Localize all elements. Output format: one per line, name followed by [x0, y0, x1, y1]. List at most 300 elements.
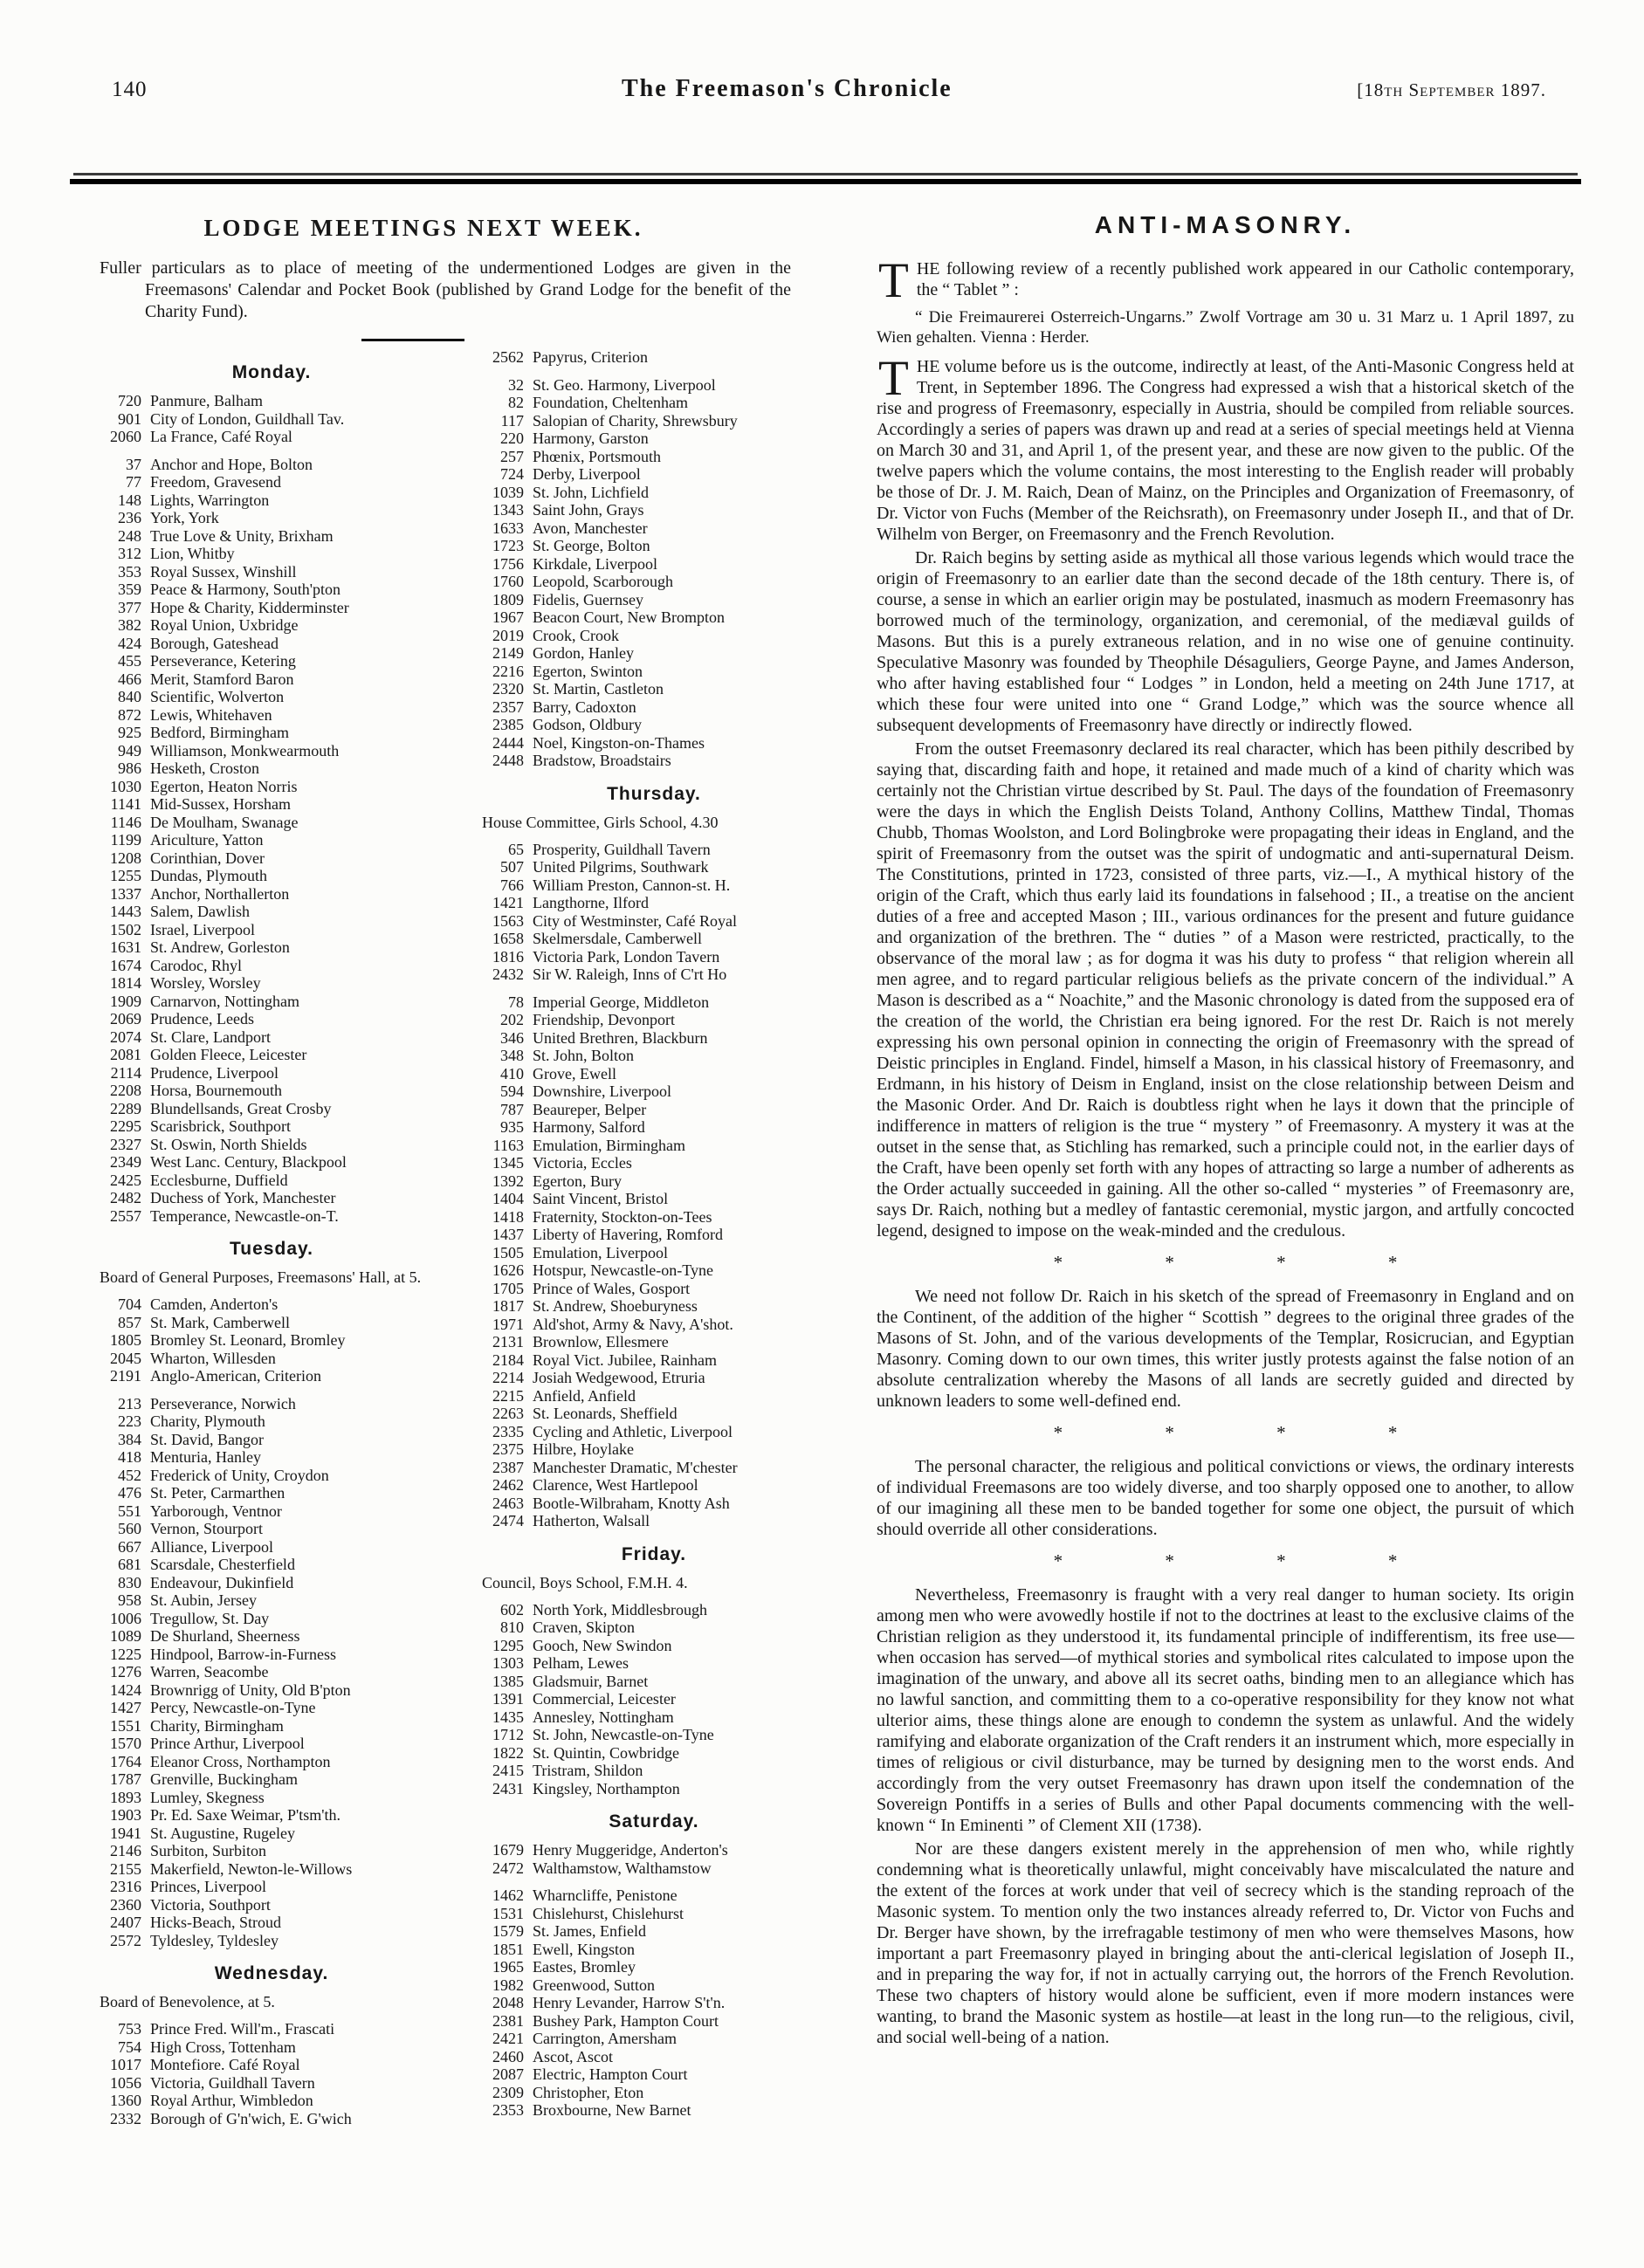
lodge-entry: [100, 1806, 470, 1825]
lodge-name: Prince Arthur, Liverpool: [150, 1735, 305, 1752]
lodge-name: Avon, Manchester: [533, 519, 648, 537]
lodge-entry: [482, 2101, 852, 2120]
lodge-number: 2474: [492, 1512, 524, 1529]
lodge-number: 82: [508, 394, 524, 411]
lodge-number: 1424: [110, 1680, 141, 1699]
lodge-number: 2155: [110, 1859, 141, 1878]
lodge-entry: [100, 1467, 470, 1485]
lodge-number: 2562: [492, 348, 524, 366]
lodge-name: Walthamstow, Walthamstow: [533, 1859, 712, 1877]
lodge-entry: [482, 680, 852, 698]
lodge-group: [482, 993, 852, 1530]
stars-separator: * * * *: [1053, 1422, 1398, 1443]
lodge-number: 424: [118, 634, 141, 652]
lodge-name: Electric, Hampton Court: [533, 2065, 688, 2083]
lodge-entry: [482, 1172, 852, 1191]
lodge-entry: [100, 1172, 470, 1190]
lodge-entry: [482, 1154, 852, 1172]
lodge-name: Sir W. Raleigh, Inns of C'rt Ho: [533, 966, 727, 983]
lodge-entry: [482, 1887, 852, 1905]
lodge-name: De Moulham, Swanage: [150, 813, 299, 831]
lodge-name: Mid-Sussex, Horsham: [150, 795, 291, 813]
lodge-number: 1679: [492, 1841, 524, 1859]
lodge-entry: [100, 759, 470, 778]
lodge-name: Foundation, Cheltenham: [533, 394, 688, 411]
lodge-entry: [482, 376, 852, 395]
lodge-name: Beaureper, Belper: [533, 1100, 647, 1118]
lodge-entry: [482, 1726, 852, 1744]
lodge-number: 2375: [492, 1440, 524, 1458]
lodge-number: 1006: [110, 1609, 141, 1627]
lodge-number: 1385: [492, 1672, 524, 1690]
lodge-number: 2415: [492, 1762, 524, 1779]
lodge-name: York, York: [150, 509, 219, 526]
lodge-name: St. Mark, Camberwell: [150, 1313, 290, 1331]
drop-cap: T: [878, 351, 909, 406]
lodge-name: Kingsley, Northampton: [533, 1779, 680, 1797]
lodge-name: Langthorne, Ilford: [533, 894, 649, 911]
lodge-name: Horsa, Bournemouth: [150, 1082, 282, 1099]
lodge-number: 1391: [492, 1690, 524, 1708]
lodge-name: City of Westminster, Café Royal: [533, 911, 737, 930]
lodge-name: Harmony, Garston: [533, 430, 649, 447]
lodge-name: Charity, Birmingham: [150, 1716, 284, 1735]
lodge-group: [482, 1841, 852, 1877]
article-paragraph: THE volume before us is the outcome, indirectly at least, of the Anti-Masonic Congress held at Trent, in September 1896. The Congress had expressed a wish that a historical sketch of the rise and progress of Freemasonry, especially in Austria, should be compiled from reliable sources. Accordingly a series of papers was drawn up and read at a series of special meetings held at Vienna on March 30 and 31, and April 1, of the present year, and these are now given to the public. Of the twelve papers which the volume contains, the most interesting to the English reader will probably be those of Dr. J. M. Raich, Dean of Mainz, on the Principles and Organization of Freemasonry, of Dr. Victor von Fuchs (Member of the Reichsrath), on Freemasonry under Joseph II., and that of Dr. Wilhelm von Berger, on Freemasonry and the French Revolution.: [877, 351, 1574, 544]
lodge-name: Surbiton, Surbiton: [150, 1842, 267, 1859]
lodge-number: 1570: [110, 1735, 141, 1752]
lodge-number: 2289: [110, 1099, 141, 1117]
lodge-group: [100, 1395, 470, 1950]
lodge-name: St. Oswin, North Shields: [150, 1135, 307, 1153]
lodge-number: 78: [508, 993, 524, 1011]
lodge-entry: [100, 509, 470, 527]
lodge-name: Ewell, Kingston: [533, 1940, 635, 1958]
article-paragraph: Nevertheless, Freemasonry is fraught with a very real danger to human society. Its origin among men who were avowedly hostile if not to the doctrines at least to the exclusive claims of the Christian religion as they understood it, its fundamental principle of indifferentism, its free use—when occasion has served—of mythical stories and symbolical rites calculated to impose upon the imagination of the unwary, and above all its secret oaths, binding men to an allegiance which has no lawful sanction, and committing them to a co-operative responsibility for they know not what ulterior aims, these things alone are enough to condemn the system as unlawful. And the widely ramifying and elaborate organization of the Craft renders it an instrument which, more especially in times of religious or civil disturbance, may be turned by designing men to the worst ends. And accordingly from the very outset Freemasonry has drawn upon itself the condemnation of the Sovereign Pontiffs in a series of Bulls and other Papal documents commencing with the well-known “ In Eminenti ” of Clement XII (1738).: [877, 1585, 1574, 1835]
lodge-entry: [100, 599, 470, 617]
lodge-entry: [482, 2012, 852, 2031]
lodge-entry: [100, 1367, 470, 1385]
lodge-entry: [100, 428, 470, 446]
lodge-entry: [482, 1387, 852, 1405]
masthead: [112, 75, 1546, 103]
lodge-number: 2448: [492, 752, 524, 769]
lodge-entry: [100, 1842, 470, 1860]
lodge-entry: [100, 1770, 470, 1789]
lodge-entry: [482, 2065, 852, 2084]
lodge-name: Hatherton, Walsall: [533, 1512, 650, 1529]
lodge-entry: [100, 1735, 470, 1753]
lodge-entry: [482, 1654, 852, 1673]
lodge-entry: [482, 1495, 852, 1513]
lodge-number: 1208: [110, 849, 141, 867]
lodge-name: Skelmersdale, Camberwell: [533, 930, 702, 947]
lodge-entry: [100, 1574, 470, 1592]
lodge-name: United Pilgrims, Southwark: [533, 858, 709, 876]
lodge-number: 2463: [492, 1494, 524, 1512]
lodge-number: 2327: [110, 1135, 141, 1153]
lodge-number: 753: [118, 2020, 141, 2038]
masthead-rule-thin: [73, 173, 1578, 175]
lodge-number: 312: [118, 545, 141, 562]
lodge-number: 2048: [492, 1994, 524, 2011]
lodge-name: Liberty of Havering, Romford: [533, 1226, 723, 1243]
lodge-number: 1056: [110, 2073, 141, 2092]
lodge-entry: [100, 1028, 470, 1047]
lodge-name: St. Quintin, Cowbridge: [533, 1743, 680, 1762]
lodge-number: 1360: [110, 2092, 141, 2109]
lodge-name: Crook, Crook: [533, 626, 619, 644]
lodge-number: 1817: [492, 1297, 524, 1315]
lodge-entry: [100, 1681, 470, 1700]
lodge-name: St. Martin, Castleton: [533, 680, 664, 698]
lodge-name: Bedford, Birmingham: [150, 724, 289, 741]
lodge-entry: [482, 948, 852, 966]
lodge-number: 2019: [492, 626, 524, 644]
lodge-name: United Brethren, Blackburn: [533, 1028, 708, 1047]
lodge-name: Percy, Newcastle-on-Tyne: [150, 1699, 316, 1716]
lodge-number: 452: [118, 1466, 141, 1484]
anti-masonry-title: ANTI-MASONRY.: [1094, 211, 1357, 238]
article-body: [877, 253, 1574, 2048]
lodge-name: St. Andrew, Shoeburyness: [533, 1297, 698, 1315]
lodge-name: Perseverance, Ketering: [150, 652, 296, 670]
lodge-number: 1787: [110, 1770, 141, 1788]
lodge-name: Eastes, Bromley: [533, 1958, 636, 1976]
lodge-number: 2069: [110, 1010, 141, 1027]
lodge-group: [482, 376, 852, 770]
stars-separator: * * * *: [1053, 1550, 1398, 1571]
lodge-name: Frederick of Unity, Croydon: [150, 1466, 329, 1484]
lodge-number: 248: [118, 526, 141, 545]
lodge-number: 935: [500, 1118, 524, 1136]
lodge-name: Prudence, Leeds: [150, 1010, 254, 1027]
lodge-number: 236: [118, 509, 141, 526]
lodge-entry: [100, 527, 470, 546]
lodge-number: 382: [118, 616, 141, 634]
page-content: [100, 210, 1574, 2137]
lodge-number: 117: [500, 411, 524, 430]
lodge-name: Greenwood, Sutton: [533, 1976, 655, 1994]
lodge-name: Royal Vict. Jubilee, Rainham: [533, 1350, 718, 1369]
lodge-entry: [100, 1331, 470, 1350]
lodge-entry: [482, 1476, 852, 1495]
lodge-entry: [100, 1860, 470, 1879]
lodge-entry: [482, 894, 852, 912]
article-paragraph: From the outset Freemasonry declared its real character, which has been pithily described by saying that, discarding faith and hope, it retained and made much of a kind of charity which was certainly not the Christian virtue described by St. Paul. The days of the foundation of Freemasonry were the days in which the English Deists Toland, Anthony Collins, Matthew Tindal, Thomas Chubb, Thomas Woolston, and Lord Bolingbroke were propagating their ideas in England, and the spirit of Freemasonry from the outset was the spirit of undogmatic and anti-supernatural Deism. The Constitutions, printed in 1723, consisted of three parts, viz.—I., A mythical history of the origin of the Craft, which thus early laid its foundations in falsehood ; II., a treatise on the ancient duties of a free and accepted Mason ; III., various ordinances for the present and future guidance and organization of the brethren. The “ duties ” of a Mason were restricted, practically, to the observance of the moral law ; as for dogma it was his duty to profess “ that religion wherein all men agree, and to regard particular religious beliefs as the private concern of the individual.” A Mason is described as a “ Noachite,” and the Masonic chronology is dated from the supposed era of the creation of the world, the Christian era being ignored. For the rest Dr. Raich is not merely expressing his own personal opinion in connecting the origin of Freemasonry with the spread of Deistic principles in England. Findel, himself a Mason, in his classical history of Freemasonry, and Erdmann, in his history of Deism in England, insist on the close relationship between Deism and the Masonic Order. And Dr. Raich is doubtless right when he lays it down that the principle of indifference in matters of religion is the true “ mystery ” of Freemasonry. A mystery it was at the outset in the sense that, as Stichling has remarked, such a principle could not, in the earlier days of the Craft, have been openly set forth with any hopes of attracting so large a number of adherents as the Order actually succeeded in gaining. All the other so-called “ mysteries ” of Freemasonry are, says Dr. Raich, nothing but a medley of fantastic ceremonial, mystic jargon, and artfully concocted legend, designed to impose on the weak-minded and the credulous.: [877, 739, 1574, 1241]
lodge-number: 1579: [492, 1922, 524, 1940]
lodge-name: Scarisbrick, Southport: [150, 1117, 291, 1135]
lodge-number: 418: [118, 1448, 141, 1466]
lodge-name: St. Aubin, Jersey: [150, 1591, 258, 1609]
lodge-entry: [482, 1619, 852, 1637]
lodge-number: 1141: [110, 795, 141, 813]
lodge-name: Lumley, Skegness: [150, 1788, 265, 1806]
lodge-entry: [482, 993, 852, 1012]
lodge-name: Hotspur, Newcastle-on-Tyne: [533, 1261, 713, 1279]
lodge-number: 1030: [110, 777, 141, 795]
lodge-number: 986: [118, 759, 141, 777]
lodge-name: Carodoc, Rhyl: [150, 956, 242, 974]
lodge-number: 377: [118, 598, 141, 616]
lodge-group: [100, 2020, 470, 2127]
lodge-name: Saint Vincent, Bristol: [533, 1190, 669, 1207]
lodge-entry: [482, 1512, 852, 1530]
lodge-entry: [482, 1976, 852, 1995]
lodge-name: Hesketh, Croston: [150, 759, 259, 777]
lodge-number: 1146: [110, 813, 141, 831]
lodge-entry: [482, 1082, 852, 1101]
lodge-number: 1337: [110, 884, 141, 903]
lodge-number: 2460: [492, 2047, 524, 2065]
lodge-name: St. Augustine, Rugeley: [150, 1824, 295, 1842]
lodge-entry: [482, 858, 852, 876]
lodge-number: 476: [118, 1484, 141, 1502]
lodge-name: Tyldesley, Tyldesley: [150, 1931, 279, 1949]
lodge-name: Josiah Wedgewood, Etruria: [533, 1369, 705, 1386]
lodge-name: Temperance, Newcastle-on-T.: [150, 1206, 339, 1225]
lodge-entry: [482, 348, 852, 367]
lodge-number: 2349: [110, 1153, 141, 1171]
lodge-name: Hindpool, Barrow-in-Furness: [150, 1645, 336, 1663]
lodge-number: 1809: [492, 590, 524, 608]
lodge-entry: [100, 1296, 470, 1314]
day-note: Council, Boys School, F.M.H. 4.: [482, 1573, 688, 1591]
lodge-entry: [100, 1699, 470, 1717]
lodge-entry: [100, 1789, 470, 1807]
lodge-number: 1712: [492, 1726, 524, 1743]
lodge-number: 37: [126, 455, 141, 473]
lodge-number: 787: [500, 1100, 524, 1118]
lodge-name: Dundas, Plymouth: [150, 867, 268, 884]
lodge-entry: [100, 1914, 470, 1932]
lodge-name: Royal Union, Uxbridge: [150, 616, 299, 634]
lodge-entry: [482, 1859, 852, 1878]
lodge-name: Ariculture, Yatton: [150, 831, 264, 849]
lodge-number: 1345: [492, 1154, 524, 1172]
lodge-entry: [100, 742, 470, 760]
lodge-entry: [100, 814, 470, 832]
lodge-number: 1633: [492, 519, 524, 537]
drop-cap: T: [878, 253, 909, 308]
lodge-number: 1225: [110, 1645, 141, 1663]
lodge-entry: [482, 573, 852, 591]
lodge-name: Manchester Dramatic, M'chester: [533, 1458, 738, 1476]
lodge-number: 1658: [492, 930, 524, 947]
lodge-name: St. Clare, Landport: [150, 1027, 271, 1046]
lodge-name: William Preston, Cannon-st. H.: [533, 876, 731, 894]
lodge-list-column-1: [100, 348, 470, 2137]
lodge-entry: [100, 1896, 470, 1914]
journal-title: The Freemason's Chronicle: [622, 75, 953, 102]
lodge-entry: [100, 1153, 470, 1172]
lodge-entry: [482, 841, 852, 859]
lodge-name: Victoria, Eccles: [533, 1154, 632, 1172]
lodge-entry: [482, 1941, 852, 1959]
lodge-group: [482, 841, 852, 984]
lodge-entry: [100, 1431, 470, 1449]
page-number: 140: [112, 78, 148, 101]
lodge-name: Prince of Wales, Gosport: [533, 1279, 691, 1297]
lodge-entry: [482, 1280, 852, 1298]
lodge-number: 2146: [110, 1842, 141, 1859]
lodge-entry: [482, 412, 852, 430]
lodge-name: Friendship, Devonport: [533, 1011, 675, 1028]
lodge-entry: [100, 1046, 470, 1064]
lodge-name: Clarence, West Hartlepool: [533, 1476, 698, 1494]
lodge-name: Panmure, Balham: [150, 392, 263, 409]
lodge-meetings-intro: Fuller particulars as to place of meeting of the undermentioned Lodges are given in the Freemasons' Calendar and Pocket Book (published by Grand Lodge for the benefit of the Charity Fund).: [100, 258, 791, 321]
lodge-entry: [482, 1190, 852, 1208]
lodge-list-column-2: [482, 348, 852, 2137]
lodge-name: Eleanor Cross, Northampton: [150, 1752, 331, 1770]
lodge-name: Prosperity, Guildhall Tavern: [533, 840, 711, 858]
lodge-name: Egerton, Swinton: [533, 662, 643, 680]
lodge-name: Ald'shot, Army & Navy, A'shot.: [533, 1315, 733, 1333]
lodge-name: High Cross, Tottenham: [150, 2038, 296, 2056]
lodge-number: 810: [500, 1619, 524, 1636]
lodge-number: 1404: [492, 1190, 524, 1207]
lodge-entry: [482, 608, 852, 627]
lodge-entry: [482, 734, 852, 753]
lodge-entry: [482, 1333, 852, 1351]
lodge-number: 1427: [110, 1699, 141, 1716]
lodge-entry: [482, 1673, 852, 1691]
lodge-entry: [100, 1753, 470, 1771]
lodge-number: 958: [118, 1591, 141, 1609]
lodge-entry: [100, 1314, 470, 1332]
lodge-entry: [100, 635, 470, 653]
day-note: Board of General Purposes, Freemasons' Hall, at 5.: [100, 1268, 422, 1286]
article-paragraph: THE following review of a recently published work appeared in our Catholic contemporary, the “ Tablet ” :: [878, 253, 1574, 308]
lodge-entry: [100, 1932, 470, 1950]
lodge-name: Hilbre, Hoylake: [533, 1440, 634, 1458]
lodge-entry: [100, 2110, 470, 2128]
lodge-entry: [100, 1520, 470, 1538]
lodge-entry: [100, 795, 470, 814]
lodge-meetings-section: [100, 210, 852, 2137]
lodge-entry: [482, 930, 852, 948]
lodge-entry: [100, 1646, 470, 1664]
lodge-name: Endeavour, Dukinfield: [150, 1573, 294, 1591]
lodge-name: Lights, Warrington: [150, 491, 270, 509]
lodge-number: 2074: [110, 1027, 141, 1046]
lodge-entry: [482, 501, 852, 519]
lodge-entry: [482, 752, 852, 770]
lodge-entry: [482, 555, 852, 574]
lodge-number: 1418: [492, 1207, 524, 1226]
lodge-name: Gladsmuir, Barnet: [533, 1672, 649, 1690]
lodge-number: 704: [118, 1296, 141, 1313]
lodge-name: Emulation, Liverpool: [533, 1243, 668, 1261]
lodge-number: 1199: [110, 831, 141, 849]
lodge-number: 2360: [110, 1895, 141, 1914]
lodge-name: Tregullow, St. Day: [150, 1609, 270, 1627]
lodge-name: Victoria, Guildhall Tavern: [150, 2073, 315, 2092]
lodge-entry: [482, 1994, 852, 2012]
lodge-number: 2335: [492, 1422, 524, 1440]
lodge-entry: [482, 876, 852, 895]
lodge-name: Tristram, Shildon: [533, 1762, 643, 1779]
lodge-number: 1392: [492, 1172, 524, 1190]
lodge-number: 2214: [492, 1369, 524, 1386]
lodge-entry: [482, 966, 852, 984]
lodge-name: Egerton, Bury: [533, 1172, 622, 1190]
lodge-name: Corinthian, Dover: [150, 849, 265, 867]
lodge-group: [100, 392, 470, 446]
lodge-name: Anchor and Hope, Bolton: [150, 455, 313, 473]
day-note: House Committee, Girls School, 4.30: [482, 813, 719, 831]
lodge-entry: [482, 912, 852, 931]
day-note: Board of Benevolence, at 5.: [100, 1993, 275, 2010]
lodge-entry: [100, 1825, 470, 1843]
lodge-number: 857: [118, 1313, 141, 1331]
lodge-name: St. John, Lichfield: [533, 483, 649, 501]
lodge-group: [482, 348, 852, 367]
lodge-name: Phœnix, Portsmouth: [533, 447, 662, 465]
lodge-name: Fraternity, Stockton-on-Tees: [533, 1207, 712, 1226]
lodge-name: Bromley St. Leonard, Bromley: [150, 1331, 346, 1349]
lodge-name: Peace & Harmony, South'pton: [150, 581, 341, 598]
lodge-entry: [482, 1459, 852, 1477]
lodge-number: 257: [500, 447, 524, 465]
lodge-entry: [100, 1412, 470, 1431]
lodge-name: Ascot, Ascot: [533, 2047, 613, 2065]
lodge-number: 594: [500, 1082, 524, 1100]
lodge-entry: [482, 1316, 852, 1334]
lodge-number: 213: [118, 1394, 141, 1412]
lodge-entry: [482, 537, 852, 555]
lodge-name: Pr. Ed. Saxe Weimar, P'tsm'th.: [150, 1806, 340, 1824]
day-heading: Friday.: [621, 1543, 687, 1564]
lodge-entry: [100, 2056, 470, 2074]
lodge-entry: [100, 1395, 470, 1413]
lodge-number: 1303: [492, 1654, 524, 1672]
lodge-number: 2131: [492, 1333, 524, 1350]
lodge-entry: [482, 484, 852, 502]
article-paragraph: Dr. Raich begins by setting aside as mythical all those various legends which would trace the origin of Freemasonry to an earlier date than the second decade of the 18th century. There is, of course, a sense in which an earlier origin may be postulated, inasmuch as modern Freemasonry has borrowed much of the terminology, organization, and ceremonial, of the mediæval guilds of Masons. But this is a purely extraneous relation, and in no wise one of genuine continuity. Speculative Masonry was founded by Theophile Désaguliers, George Payne, and James Anderson, who after having established four “ Lodges ” in London, held a meeting on 24th June 1717, at which these four were united into one “ Grand Lodge,” which was the source whence all subsequent developments of Freemasonry have directly or indirectly flowed.: [877, 548, 1574, 735]
lodge-entry: [482, 591, 852, 609]
lodge-entry: [482, 1690, 852, 1708]
lodge-number: 1631: [110, 938, 141, 956]
lodge-number: 2320: [492, 680, 524, 698]
lodge-number: 32: [508, 375, 524, 394]
stars-separator: * * * *: [1053, 1252, 1398, 1273]
lodge-number: 346: [500, 1028, 524, 1047]
lodge-number: 560: [118, 1520, 141, 1537]
lodge-number: 1551: [110, 1716, 141, 1735]
lodge-number: 384: [118, 1430, 141, 1448]
lodge-name: Papyrus, Criterion: [533, 348, 648, 366]
lodge-number: 2184: [492, 1350, 524, 1369]
day-heading: Saturday.: [609, 1811, 699, 1832]
lodge-number: 2215: [492, 1386, 524, 1405]
article-paragraph: “ Die Freimaurerei Osterreich-Ungarns.” Zwolf Vortrage am 30 u. 31 Marz u. 1 April 1897, zu Wien gehalten. Vienna : Herder.: [877, 308, 1574, 347]
lodge-name: Kirkdale, Liverpool: [533, 554, 657, 573]
lodge-number: 410: [500, 1064, 524, 1082]
lodge-name: City of London, Guildhall Tav.: [150, 409, 345, 428]
lodge-number: 766: [500, 876, 524, 894]
lodge-entry: [100, 849, 470, 868]
lodge-number: 1462: [492, 1887, 524, 1904]
lodge-name: Commercial, Leicester: [533, 1690, 676, 1708]
lodge-name: Craven, Skipton: [533, 1619, 635, 1636]
lodge-name: Prudence, Liverpool: [150, 1063, 279, 1082]
lodge-entry: [482, 2084, 852, 2102]
lodge-number: 2263: [492, 1405, 524, 1422]
lodge-entry: [482, 1011, 852, 1029]
lodge-number: 1965: [492, 1958, 524, 1976]
